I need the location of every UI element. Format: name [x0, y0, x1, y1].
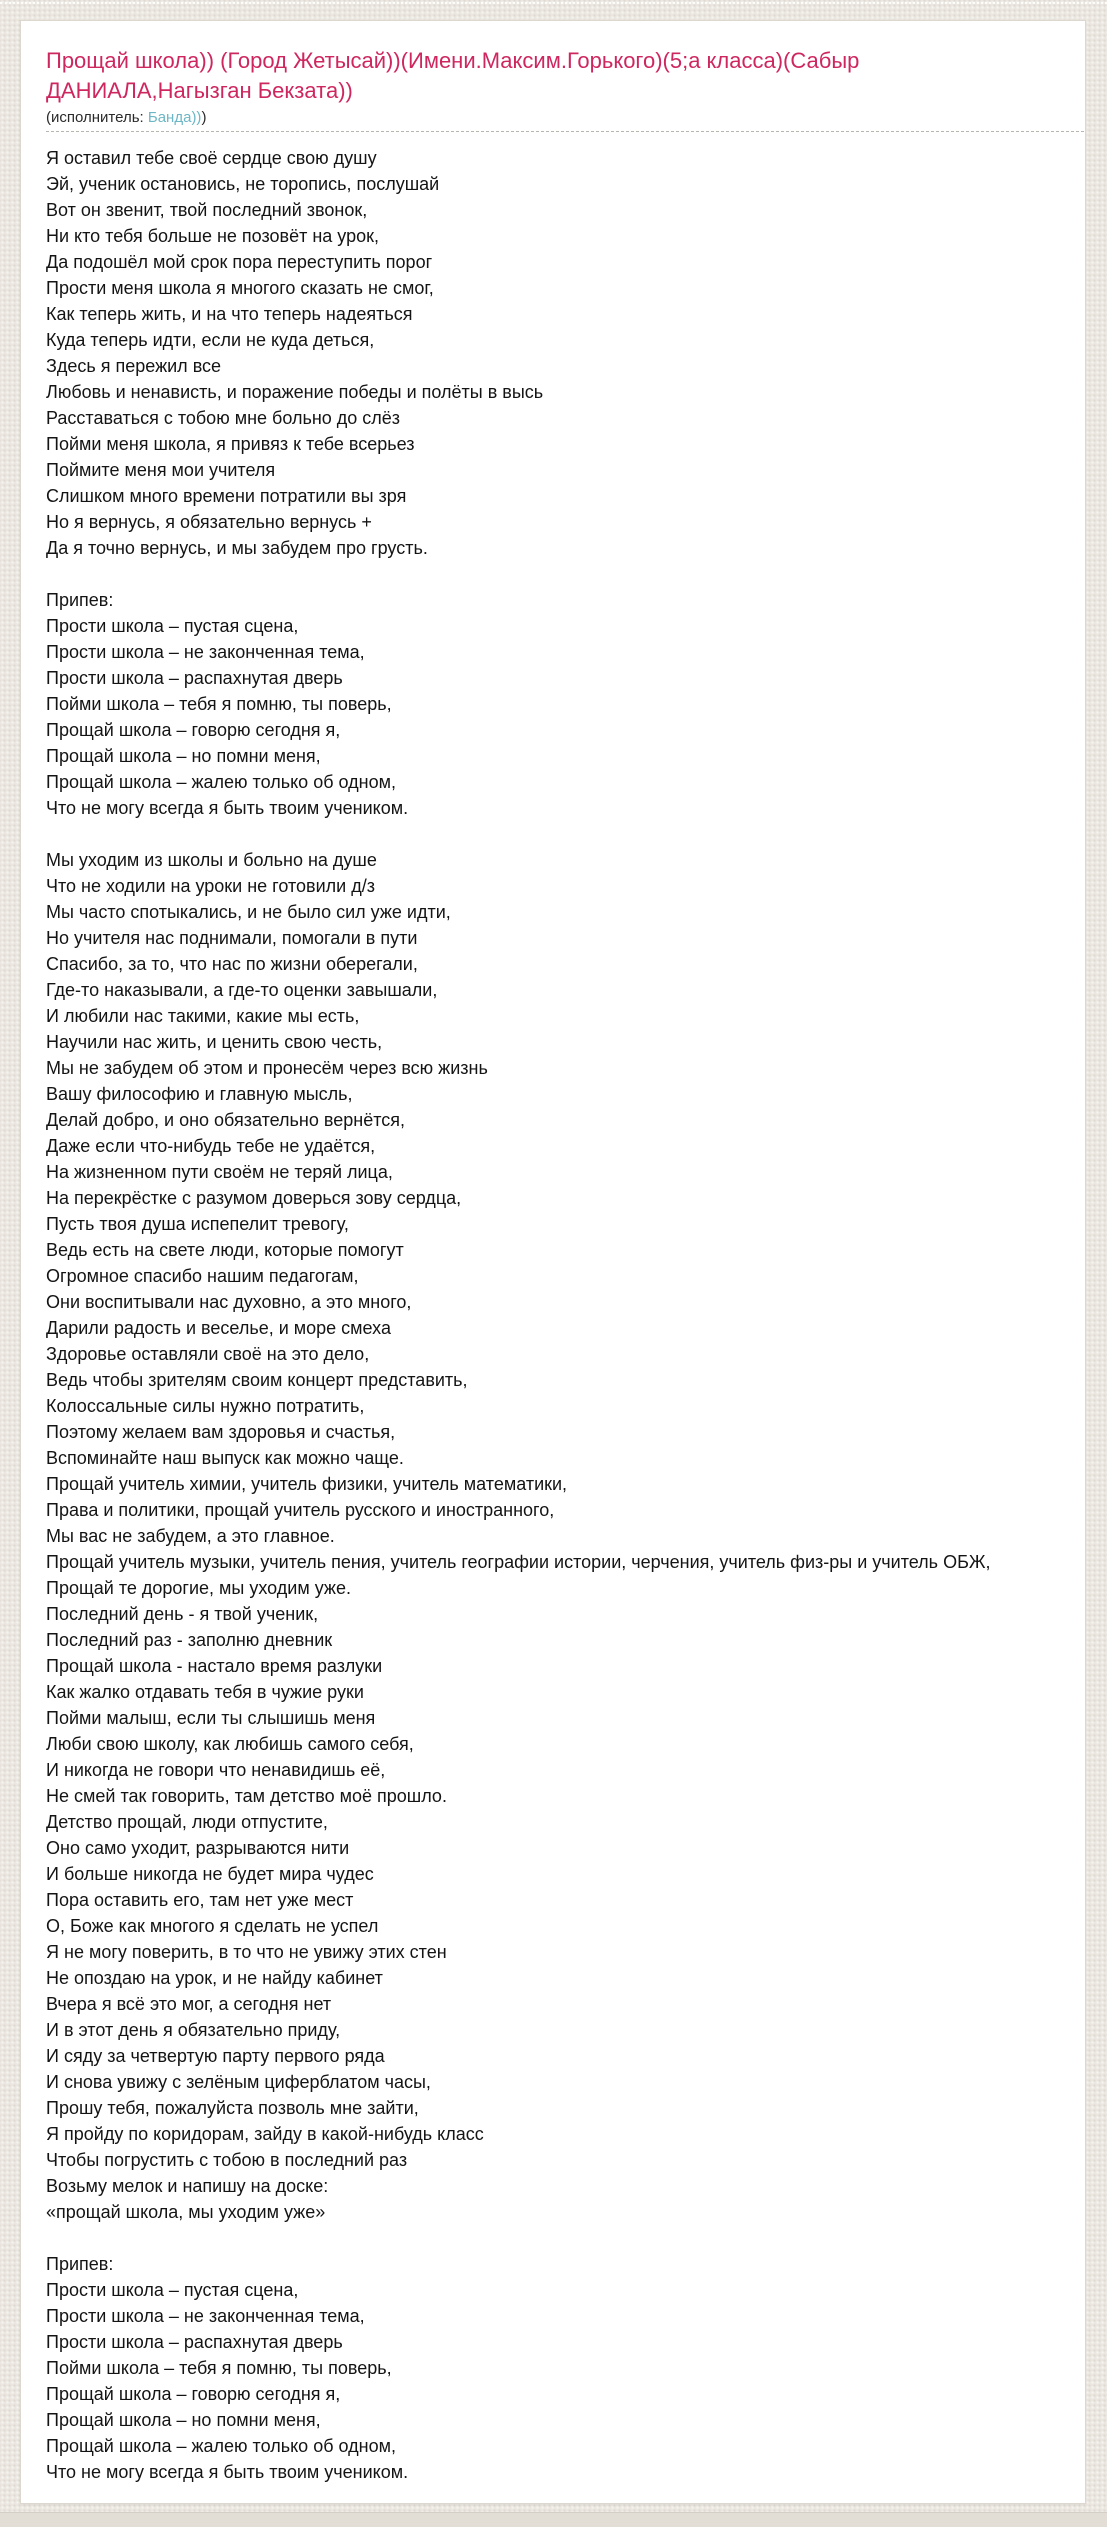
lyric-line: Последний раз - заполню дневник: [46, 1630, 333, 1650]
lyric-line: Они воспитывали нас духовно, а это много,: [46, 1292, 412, 1312]
lyric-line: Прощай школа – жалею только об одном,: [46, 2436, 396, 2456]
lyric-line: Дарили радость и веселье, и море смеха: [46, 1318, 391, 1338]
footer-strip: [0, 2512, 1107, 2527]
lyric-line: Слишком много времени потратили вы зря: [46, 486, 407, 506]
lyric-line: Детство прощай, люди отпустите,: [46, 1812, 328, 1832]
performer-link[interactable]: Банда)): [147, 109, 202, 126]
lyric-line: Эй, ученик остановись, не торопись, послушай: [46, 174, 440, 194]
lyric-line: Поймите меня мои учителя: [46, 460, 276, 480]
lyric-line: Я не могу поверить, в то что не увижу этих стен: [46, 1942, 447, 1962]
lyric-line: Я оставил тебе своё сердце свою душу: [46, 148, 377, 168]
lyric-line: Прости школа – не законченная тема,: [46, 642, 365, 662]
lyric-line: [46, 561, 1065, 587]
performer-suffix: ): [201, 109, 207, 126]
lyric-line: Прощай школа – говорю сегодня я,: [46, 2384, 341, 2404]
lyric-line: И сяду за четвертую парту первого ряда: [46, 2046, 385, 2066]
lyric-line: Да я точно вернусь, и мы забудем про грусть.: [46, 538, 428, 558]
lyric-line: Вчера я всё это мог, а сегодня нет: [46, 1994, 332, 2014]
title-separator: [46, 131, 1084, 132]
lyric-line: Мы часто спотыкались, и не было сил уже идти,: [46, 902, 451, 922]
lyric-line: Мы не забудем об этом и пронесём через всю жизнь: [46, 1058, 488, 1078]
lyric-line: Ведь есть на свете люди, которые помогут: [46, 1240, 404, 1260]
lyric-line: И снова увижу с зелёным циферблатом часы,: [46, 2072, 431, 2092]
lyric-line: Пойми малыш, если ты слышишь меня: [46, 1708, 376, 1728]
lyric-line: Прости школа – распахнутая дверь: [46, 668, 343, 688]
performer-label: (исполнитель:: [46, 109, 148, 126]
lyric-line: Огромное спасибо нашим педагогам,: [46, 1266, 359, 1286]
lyric-line: Делай добро, и оно обязательно вернётся,: [46, 1110, 405, 1130]
lyric-line: О, Боже как многого я сделать не успел: [46, 1916, 379, 1936]
lyric-line: Где-то наказывали, а где-то оценки завышали,: [46, 980, 438, 1000]
lyric-line: На жизненном пути своём не теряй лица,: [46, 1162, 393, 1182]
lyric-line: Прощай те дорогие, мы уходим уже.: [46, 1578, 351, 1598]
lyric-line: Ни кто тебя больше не позовёт на урок,: [46, 226, 379, 246]
lyric-line: Что не могу всегда я быть твоим учеником.: [46, 798, 409, 818]
lyric-line: Здоровье оставляли своё на это дело,: [46, 1344, 370, 1364]
lyric-line: Любовь и ненависть, и поражение победы и полёты в высь: [46, 382, 544, 402]
lyric-line: [46, 821, 1065, 847]
lyric-line: Возьму мелок и напишу на доске:: [46, 2176, 329, 2196]
lyric-line: «прощай школа, мы уходим уже»: [46, 2202, 326, 2222]
lyric-line: Прощай школа – но помни меня,: [46, 2410, 321, 2430]
lyric-line: Прощай школа – говорю сегодня я,: [46, 720, 341, 740]
lyric-line: Пусть твоя душа испепелит тревогу,: [46, 1214, 349, 1234]
lyric-line: Куда теперь идти, если не куда деться,: [46, 330, 375, 350]
lyric-line: Что не ходили на уроки не готовили д/з: [46, 876, 375, 896]
lyric-line: Расставаться с тобою мне больно до слёз: [46, 408, 401, 428]
lyric-line: Прости школа – пустая сцена,: [46, 2280, 299, 2300]
lyric-line: И в этот день я обязательно приду,: [46, 2020, 341, 2040]
lyric-line: Оно само уходит, разрываются нити: [46, 1838, 350, 1858]
lyric-line: Ведь чтобы зрителям своим концерт представить,: [46, 1370, 468, 1390]
lyric-line: Мы уходим из школы и больно на душе: [46, 850, 377, 870]
lyric-line: Как жалко отдавать тебя в чужие руки: [46, 1682, 364, 1702]
lyric-line: Пойми меня школа, я привяз к тебе всерьез: [46, 434, 415, 454]
lyric-line: Не смей так говорить, там детство моё прошло.: [46, 1786, 447, 1806]
lyric-line: Припев:: [46, 2254, 114, 2274]
lyric-line: Права и политики, прощай учитель русского и иностранного,: [46, 1500, 555, 1520]
page-title: Прощай школа)) (Город Жетысай))(Имени.Максим.Горького)(5;а класса)(Сабыр ДАНИАЛА,Нагызган Бекзата)): [46, 48, 860, 103]
lyric-line: Прощай школа – но помни меня,: [46, 746, 321, 766]
lyric-line: Припев:: [46, 590, 114, 610]
lyric-line: Как теперь жить, и на что теперь надеяться: [46, 304, 413, 324]
lyric-line: Не опоздаю на урок, и не найду кабинет: [46, 1968, 383, 1988]
lyric-line: Прощай учитель химии, учитель физики, учитель математики,: [46, 1474, 568, 1494]
lyric-line: Но я вернусь, я обязательно вернусь +: [46, 512, 372, 532]
lyric-line: И больше никогда не будет мира чудес: [46, 1864, 374, 1884]
lyric-line: Люби свою школу, как любишь самого себя,: [46, 1734, 414, 1754]
lyric-line: [46, 2225, 1065, 2251]
lyric-line: И любили нас такими, какие мы есть,: [46, 1006, 360, 1026]
lyric-line: Мы вас не забудем, а это главное.: [46, 1526, 335, 1546]
lyric-line: Что не могу всегда я быть твоим учеником.: [46, 2462, 409, 2482]
lyric-line: Я пройду по коридорам, зайду в какой-нибудь класс: [46, 2124, 484, 2144]
lyric-line: Вашу философию и главную мысль,: [46, 1084, 353, 1104]
lyric-line: Вот он звенит, твой последний звонок,: [46, 200, 368, 220]
lyric-line: Вспоминайте наш выпуск как можно чаще.: [46, 1448, 404, 1468]
lyric-line: Прости меня школа я многого сказать не смог,: [46, 278, 434, 298]
lyric-line: Чтобы погрустить с тобою в последний раз: [46, 2150, 408, 2170]
lyric-line: Пойми школа – тебя я помню, ты поверь,: [46, 694, 392, 714]
lyric-line: Прошу тебя, пожалуйста позволь мне зайти,: [46, 2098, 419, 2118]
lyrics-text: [46, 145, 1065, 2485]
lyric-line: Колоссальные силы нужно потратить,: [46, 1396, 365, 1416]
lyric-line: Прости школа – пустая сцена,: [46, 616, 299, 636]
lyric-line: Поэтому желаем вам здоровья и счастья,: [46, 1422, 396, 1442]
lyric-line: Прощай школа – жалею только об одном,: [46, 772, 396, 792]
lyric-line: Прости школа – распахнутая дверь: [46, 2332, 343, 2352]
content-card: [20, 20, 1086, 2504]
lyric-line: Прощай учитель музыки, учитель пения, учитель географии истории, черчения, учитель физ-ры и учитель ОБЖ,: [46, 1552, 991, 1572]
lyric-line: Прости школа – не законченная тема,: [46, 2306, 365, 2326]
lyric-line: Пора оставить его, там нет уже мест: [46, 1890, 354, 1910]
lyric-line: Да подошёл мой срок пора переступить порог: [46, 252, 433, 272]
lyric-line: Прощай школа - настало время разлуки: [46, 1656, 383, 1676]
lyric-line: Здесь я пережил все: [46, 356, 222, 376]
performer-line: [46, 109, 1065, 127]
lyric-line: Спасибо, за то, что нас по жизни оберегали,: [46, 954, 418, 974]
lyric-line: Даже если что-нибудь тебе не удаётся,: [46, 1136, 376, 1156]
lyric-line: Последний день - я твой ученик,: [46, 1604, 319, 1624]
lyric-line: Пойми школа – тебя я помню, ты поверь,: [46, 2358, 392, 2378]
lyric-line: Но учителя нас поднимали, помогали в пути: [46, 928, 418, 948]
lyric-line: И никогда не говори что ненавидишь её,: [46, 1760, 386, 1780]
background-texture-dots: [0, 2, 1107, 4]
lyric-line: Научили нас жить, и ценить свою честь,: [46, 1032, 383, 1052]
lyric-line: На перекрёстке с разумом доверься зову сердца,: [46, 1188, 462, 1208]
